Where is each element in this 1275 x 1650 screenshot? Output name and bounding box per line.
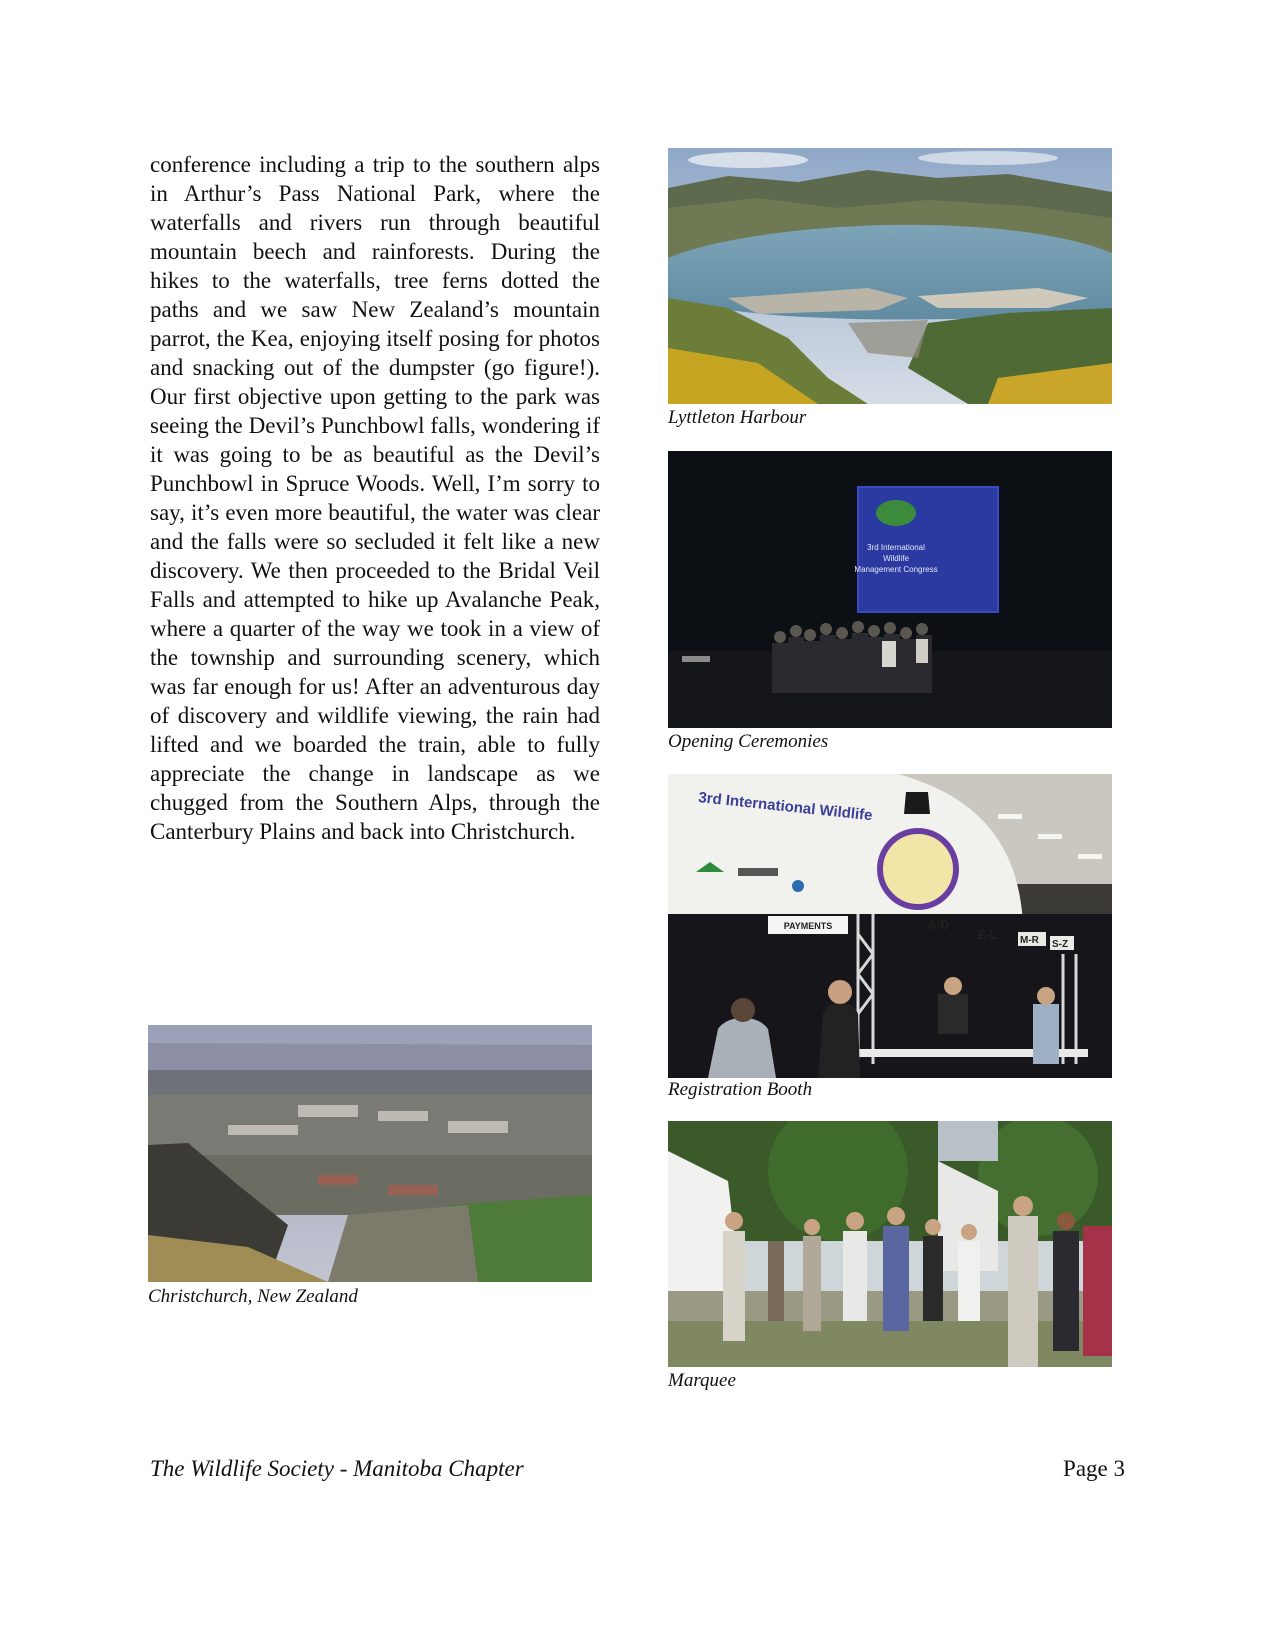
screen-text-line1: 3rd International: [867, 543, 925, 552]
sign-a-d: A-D: [928, 918, 950, 932]
sign-s-z: S-Z: [1052, 939, 1069, 950]
lyttleton-harbour-caption: Lyttleton Harbour: [668, 407, 807, 428]
sign-e-l: E-L: [978, 928, 998, 942]
marquee-photo: [668, 1121, 1112, 1367]
footer-publication-name: The Wildlife Society - Manitoba Chapter: [150, 1456, 524, 1481]
screen-text-line3: Management Congress: [854, 565, 938, 574]
marquee-caption: Marquee: [668, 1370, 736, 1391]
footer-page-number: Page 3: [1063, 1456, 1125, 1481]
lyttleton-harbour-photo: [668, 148, 1112, 404]
screen-text-line2: Wildlife: [883, 554, 909, 563]
banner-text: 3rd International Wildlife: [697, 789, 874, 825]
registration-booth-photo: [668, 774, 1112, 1078]
article-body-text: conference including a trip to the southern alps in Arthur’s Pass National Park, where the waterfalls and rivers run through beautiful mountain beech and rainforests. During the hikes to the waterfalls, tree ferns dotted the paths and we saw New Zealand’s mountain parrot, the Kea, enjoying itself posing for photos and snacking out of the dumpster (go figure!). Our first objective upon getting to the park was seeing the Devil’s Punchbowl falls, wondering if it was going to be as beautiful as the Devil’s Punchbowl in Spruce Woods. Well, I’m sorry to say, it’s even more beautiful, the water was clear and the falls were so secluded it felt like a new discovery. We then proceeded to the Bridal Veil Falls and attempted to hike up Avalanche Peak, where a quarter of the way we took in a view of the township and surrounding scenery, which was far enough for us! After an adventurous day of discovery and wildlife viewing, the rain had lifted and we boarded the train, able to fully appreciate the change in landscape as we chugged from the Southern Alps, through the Canterbury Plains and back into Christchurch.: [150, 152, 600, 844]
registration-booth-caption: Registration Booth: [668, 1079, 813, 1100]
sign-m-r: M-R: [1020, 935, 1039, 946]
christchurch-caption: Christchurch, New Zealand: [148, 1286, 358, 1307]
christchurch-photo: [148, 1025, 592, 1282]
sign-payments: PAYMENTS: [783, 921, 833, 931]
opening-ceremonies-caption: Opening Ceremonies: [668, 731, 829, 752]
opening-ceremonies-photo: [668, 451, 1112, 728]
